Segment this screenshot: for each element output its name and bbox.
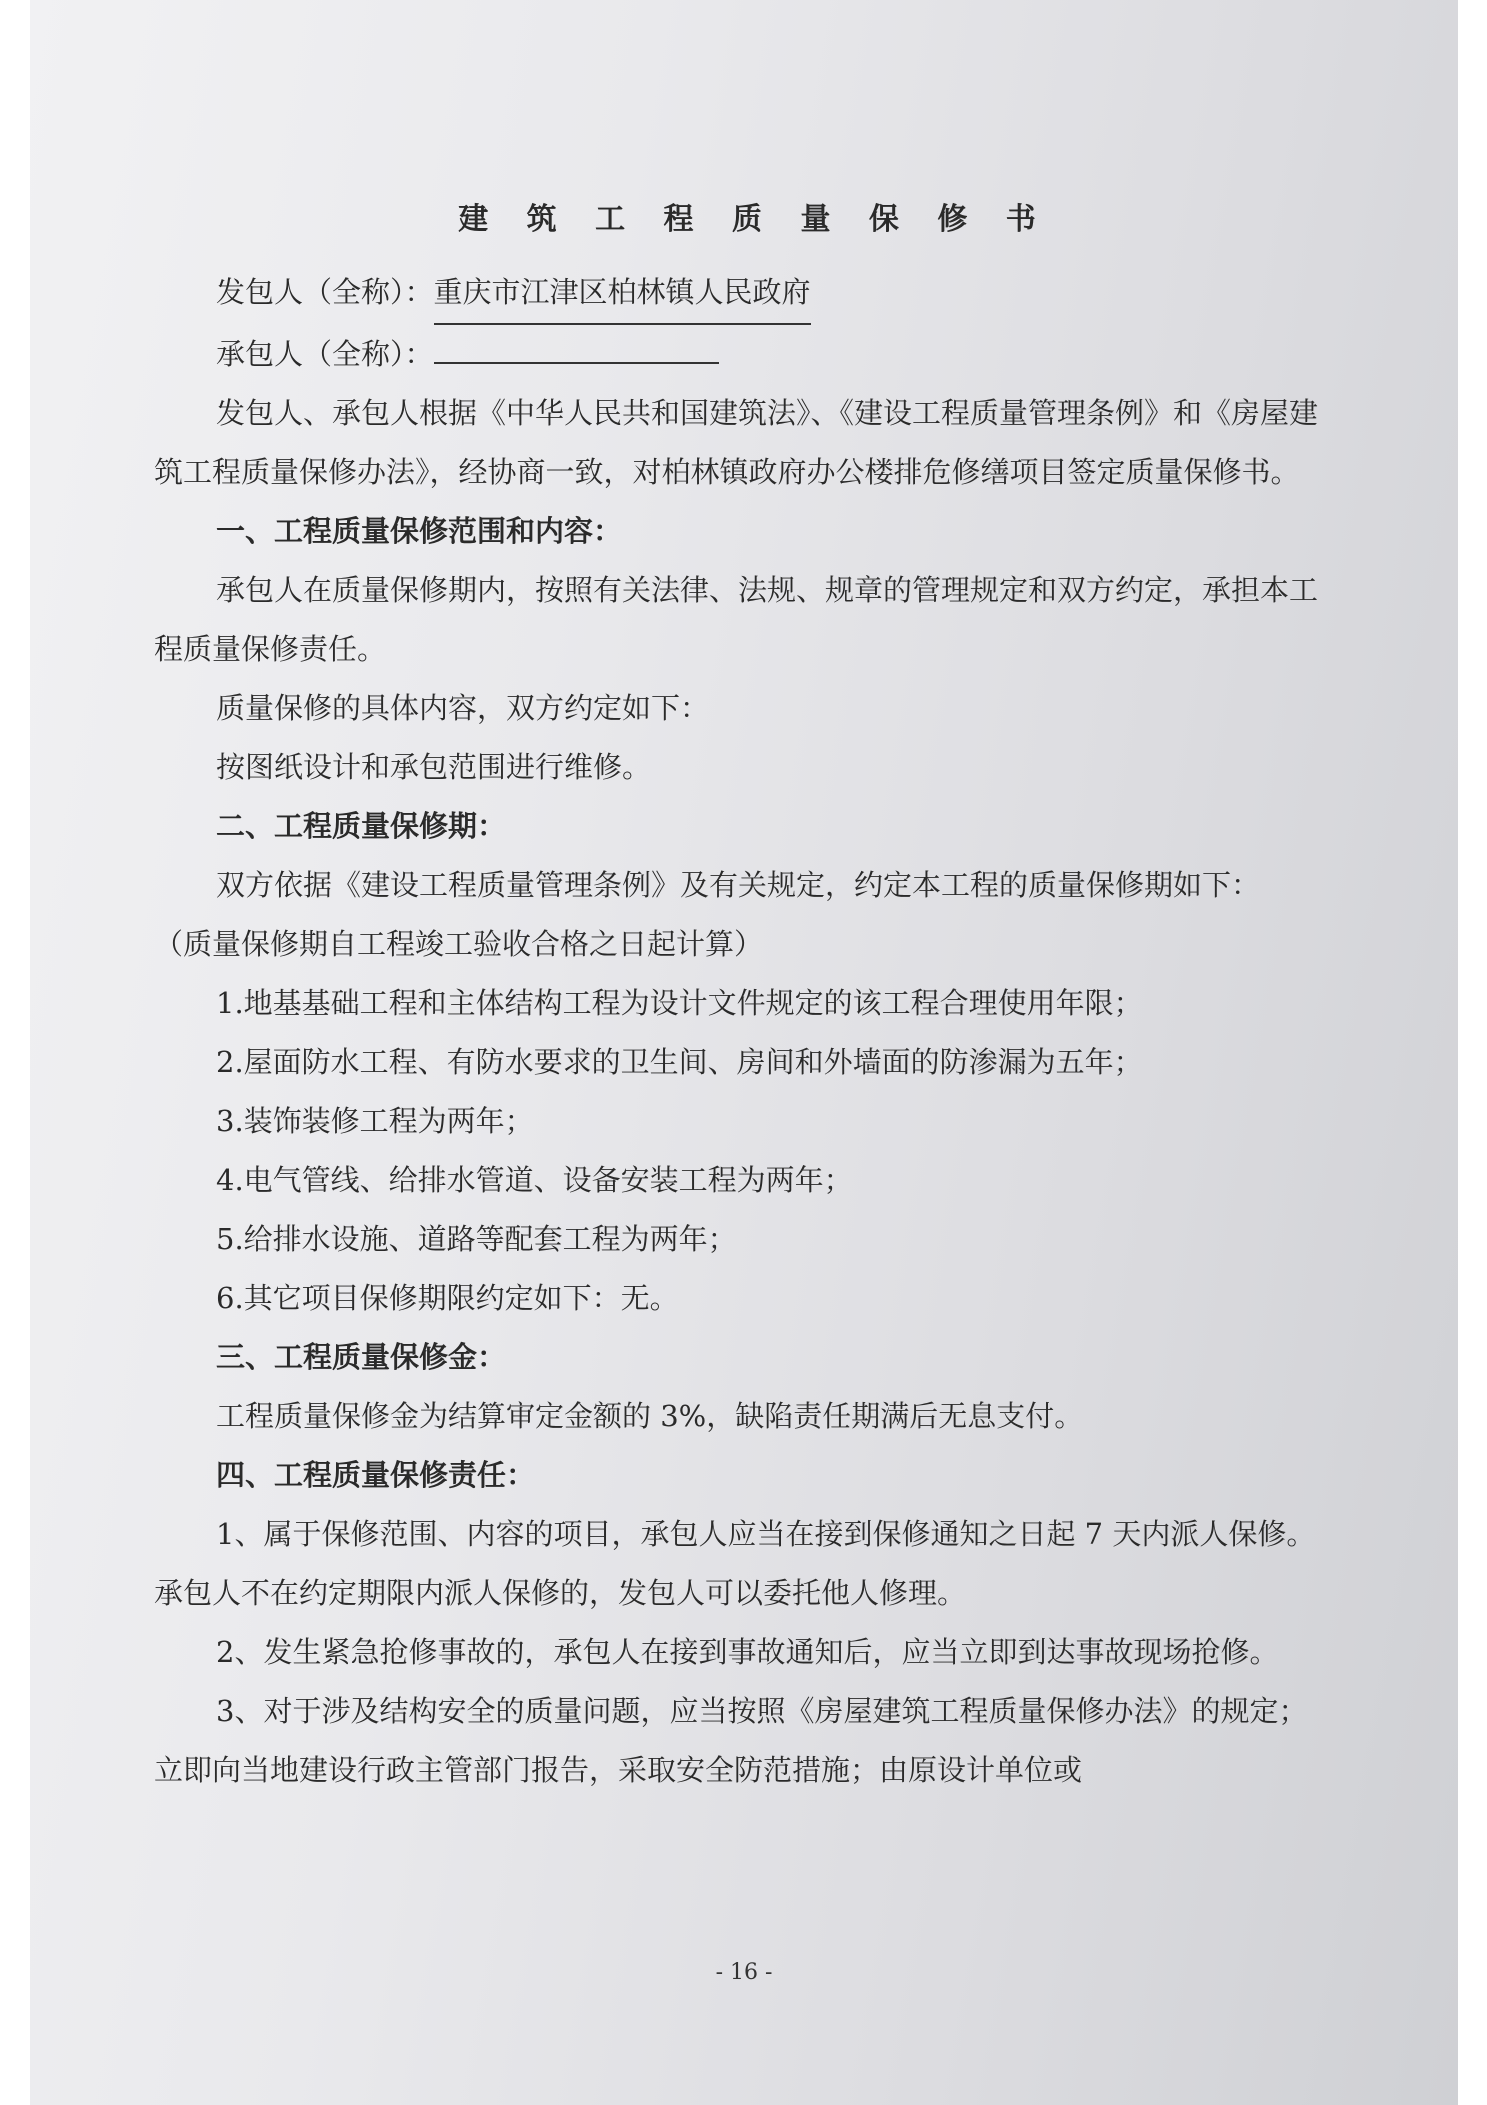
section-2-heading: 二、工程质量保修期： [216,809,507,843]
section-2-paragraph-2: （质量保修期自工程竣工验收合格之日起计算） [154,927,764,961]
section-4-paragraph-1: 1、属于保修范围、内容的项目，承包人应当在接到保修通知之日起 7 天内派人保修。承包人不在约定期限内派人保修的，发包人可以委托他人修理。 [154,1517,1316,1610]
section-3-paragraph-1: 工程质量保修金为结算审定金额的 3%，缺陷责任期满后无息支付。 [216,1399,1084,1433]
contractor-blank [434,328,719,364]
warranty-item: 5.给排水设施、道路等配套工程为两年； [216,1222,737,1256]
section-4-heading: 四、工程质量保修责任： [216,1458,536,1492]
section-4-paragraph-3: 3、对于涉及结构安全的质量问题，应当按照《房屋建筑工程质量保修办法》的规定；立即向当地建设行政主管部门报告，采取安全防范措施；由原设计单位或 [154,1694,1308,1787]
employer-label: 发包人（全称）： [216,275,434,309]
section-3-heading: 三、工程质量保修金： [216,1340,507,1374]
section-4-paragraph-2: 2、发生紧急抢修事故的，承包人在接到事故通知后，应当立即到达事故现场抢修。 [216,1635,1279,1669]
intro-paragraph: 发包人、承包人根据《中华人民共和国建筑法》、《建设工程质量管理条例》和《房屋建筑工程质量保修办法》，经协商一致，对柏林镇政府办公楼排危修缮项目签定质量保修书。 [154,396,1319,489]
warranty-item: 2.屋面防水工程、有防水要求的卫生间、房间和外墙面的防渗漏为五年； [216,1045,1143,1079]
section-1-paragraph-3: 按图纸设计和承包范围进行维修。 [216,750,652,784]
warranty-item: 1.地基基础工程和主体结构工程为设计文件规定的该工程合理使用年限； [216,986,1143,1020]
warranty-item: 3.装饰装修工程为两年； [216,1104,534,1138]
warranty-item: 4.电气管线、给排水管道、设备安装工程为两年； [216,1163,853,1197]
section-1-paragraph-2: 质量保修的具体内容，双方约定如下： [216,691,710,725]
contractor-line [154,325,1334,384]
warranty-item: 6.其它项目保修期限约定如下：无。 [216,1281,679,1315]
section-2-paragraph-1: 双方依据《建设工程质量管理条例》及有关规定，约定本工程的质量保修期如下： [216,868,1261,902]
contractor-label: 承包人（全称）： [216,337,434,371]
section-1-paragraph-1: 承包人在质量保修期内，按照有关法律、法规、规章的管理规定和双方约定，承担本工程质量保修责任。 [154,573,1319,666]
document-title: 建 筑 工 程 质 量 保 修 书 [458,202,1050,237]
page-number: - 16 - [715,1960,773,1985]
document-page [30,0,1458,2105]
employer-name: 重庆市江津区柏林镇人民政府 [434,263,811,325]
section-1-heading: 一、工程质量保修范围和内容： [216,514,623,548]
employer-line [154,263,1334,325]
document-body [154,190,1334,1800]
